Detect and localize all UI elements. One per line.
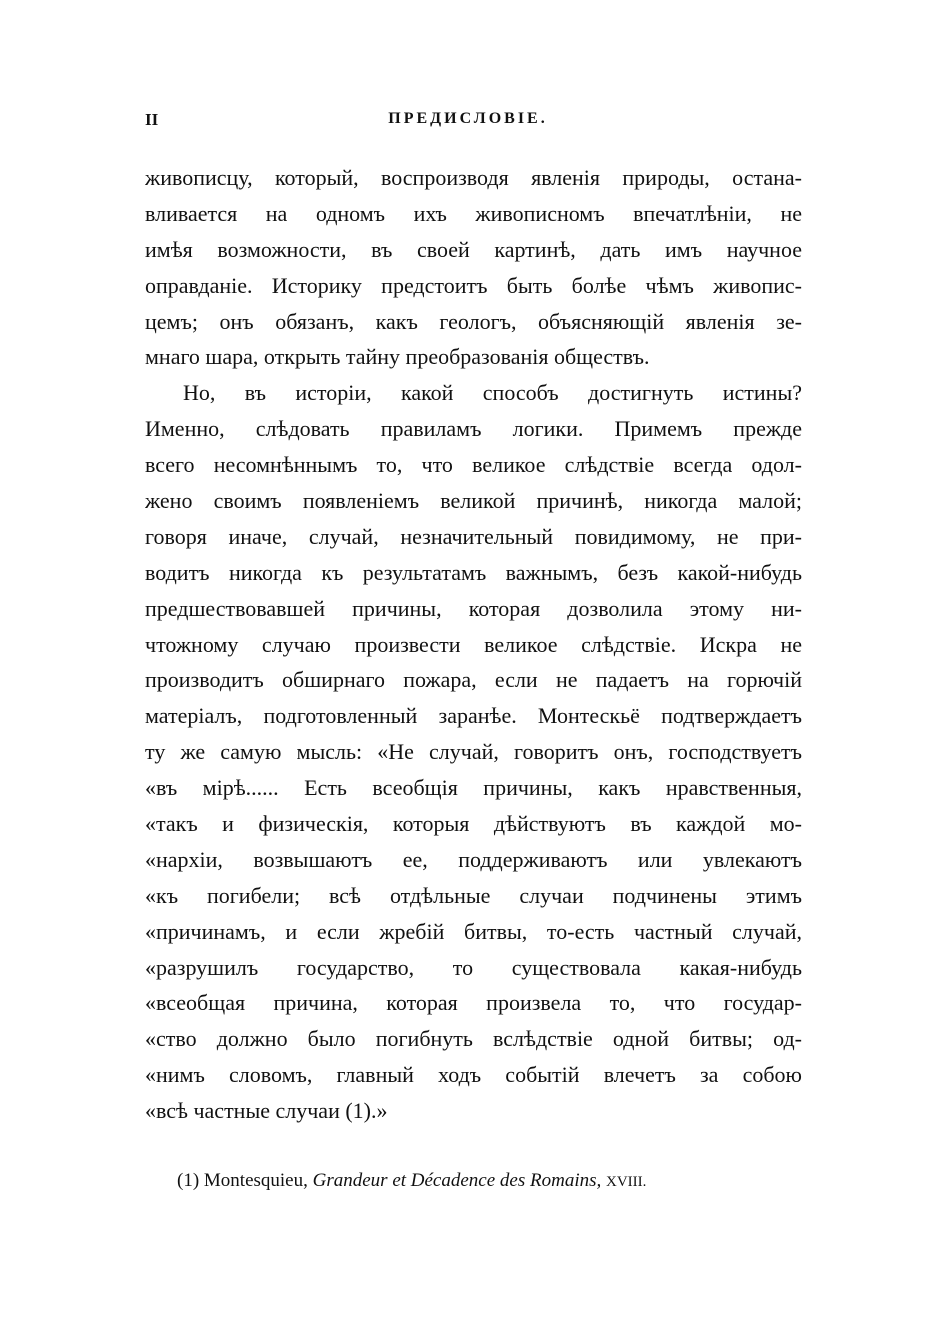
paragraph <box>145 160 802 375</box>
text-line: оправданіе. Историку предстоитъ быть болѣе чѣмъ живопис- <box>145 272 802 298</box>
body-text <box>145 160 802 1129</box>
text-line: говоря иначе, случай, незначительный повидимому, не при- <box>145 523 802 549</box>
text-line: чтожному случаю произвести великое слѣдствіе. Искра не <box>145 631 802 657</box>
text-line: всего несомнѣннымъ то, что великое слѣдствіе всегда одол- <box>145 452 802 478</box>
text-line: «всеобщая причина, которая произвела то, что государ- <box>145 990 802 1016</box>
text-line: вливается на одномъ ихъ живописномъ впечатлѣніи, не <box>145 200 802 226</box>
text-line: водитъ никогда къ результатамъ важнымъ, безъ какой-нибудь <box>145 559 802 585</box>
text-line: «нархіи, возвышаютъ ее, поддерживаютъ или увлекаютъ <box>145 846 802 872</box>
text-line: «къ погибели; всѣ отдѣльные случаи подчинены этимъ <box>145 882 802 908</box>
page-number: II <box>145 110 159 129</box>
text-line: «такъ и физическія, которыя дѣйствуютъ въ каждой мо- <box>145 811 802 837</box>
footnote-author: Montesquieu, <box>203 1170 308 1191</box>
running-title: ПРЕДИСЛОВІЕ. <box>388 110 548 127</box>
paragraph <box>145 375 802 1129</box>
text-line: живописцу, который, воспроизводя явленія природы, остана- <box>145 165 802 190</box>
text-line: «разрушилъ государство, то существовала какая-нибудь <box>145 954 802 980</box>
text-line: «причинамъ, и если жребій битвы, то-есть частный случай, <box>145 918 802 944</box>
text-line: «въ мірѣ...... Есть всеобщія причины, какъ нравственныя, <box>145 775 802 801</box>
text-line: жено своимъ появленіемъ великой причинѣ, никогда малой; <box>145 488 802 514</box>
footnote-title: Grandeur et Décadence des Romains, <box>312 1170 602 1191</box>
footnote <box>177 1170 646 1192</box>
text-line: «нимъ словомъ, главный ходъ событій влечетъ за собою <box>145 1062 802 1088</box>
text-line: матеріалъ, подготовленный заранѣе. Монтескьё подтверждаетъ <box>145 703 802 729</box>
text-line: ту же самую мысль: «Не случай, говоритъ онъ, господствуетъ <box>145 739 802 765</box>
text-line: Но, въ исторіи, какой способъ достигнуть истины? <box>183 380 802 406</box>
text-line: Именно, слѣдовать правиламъ логики. Примемъ прежде <box>145 416 802 442</box>
text-line: производитъ обширнаго пожара, если не падаетъ на горючій <box>145 667 802 693</box>
text-line: «всѣ частные случаи (1).» <box>145 1098 388 1124</box>
footnote-marker: (1) <box>177 1170 200 1191</box>
text-line: «ство должно было погибнуть вслѣдствіе одной битвы; од- <box>145 1026 802 1052</box>
text-line: цемъ; онъ обязанъ, какъ геологъ, объясняющій явленія зе- <box>145 308 802 334</box>
text-line: мнаго шара, открыть тайну преобразованія обществъ. <box>145 344 650 370</box>
text-line: имѣя возможности, въ своей картинѣ, дать имъ научное <box>145 236 802 262</box>
footnote-chapter: XVIII. <box>606 1174 647 1190</box>
text-line: предшествовавшей причины, которая дозволила этому ни- <box>145 595 802 621</box>
